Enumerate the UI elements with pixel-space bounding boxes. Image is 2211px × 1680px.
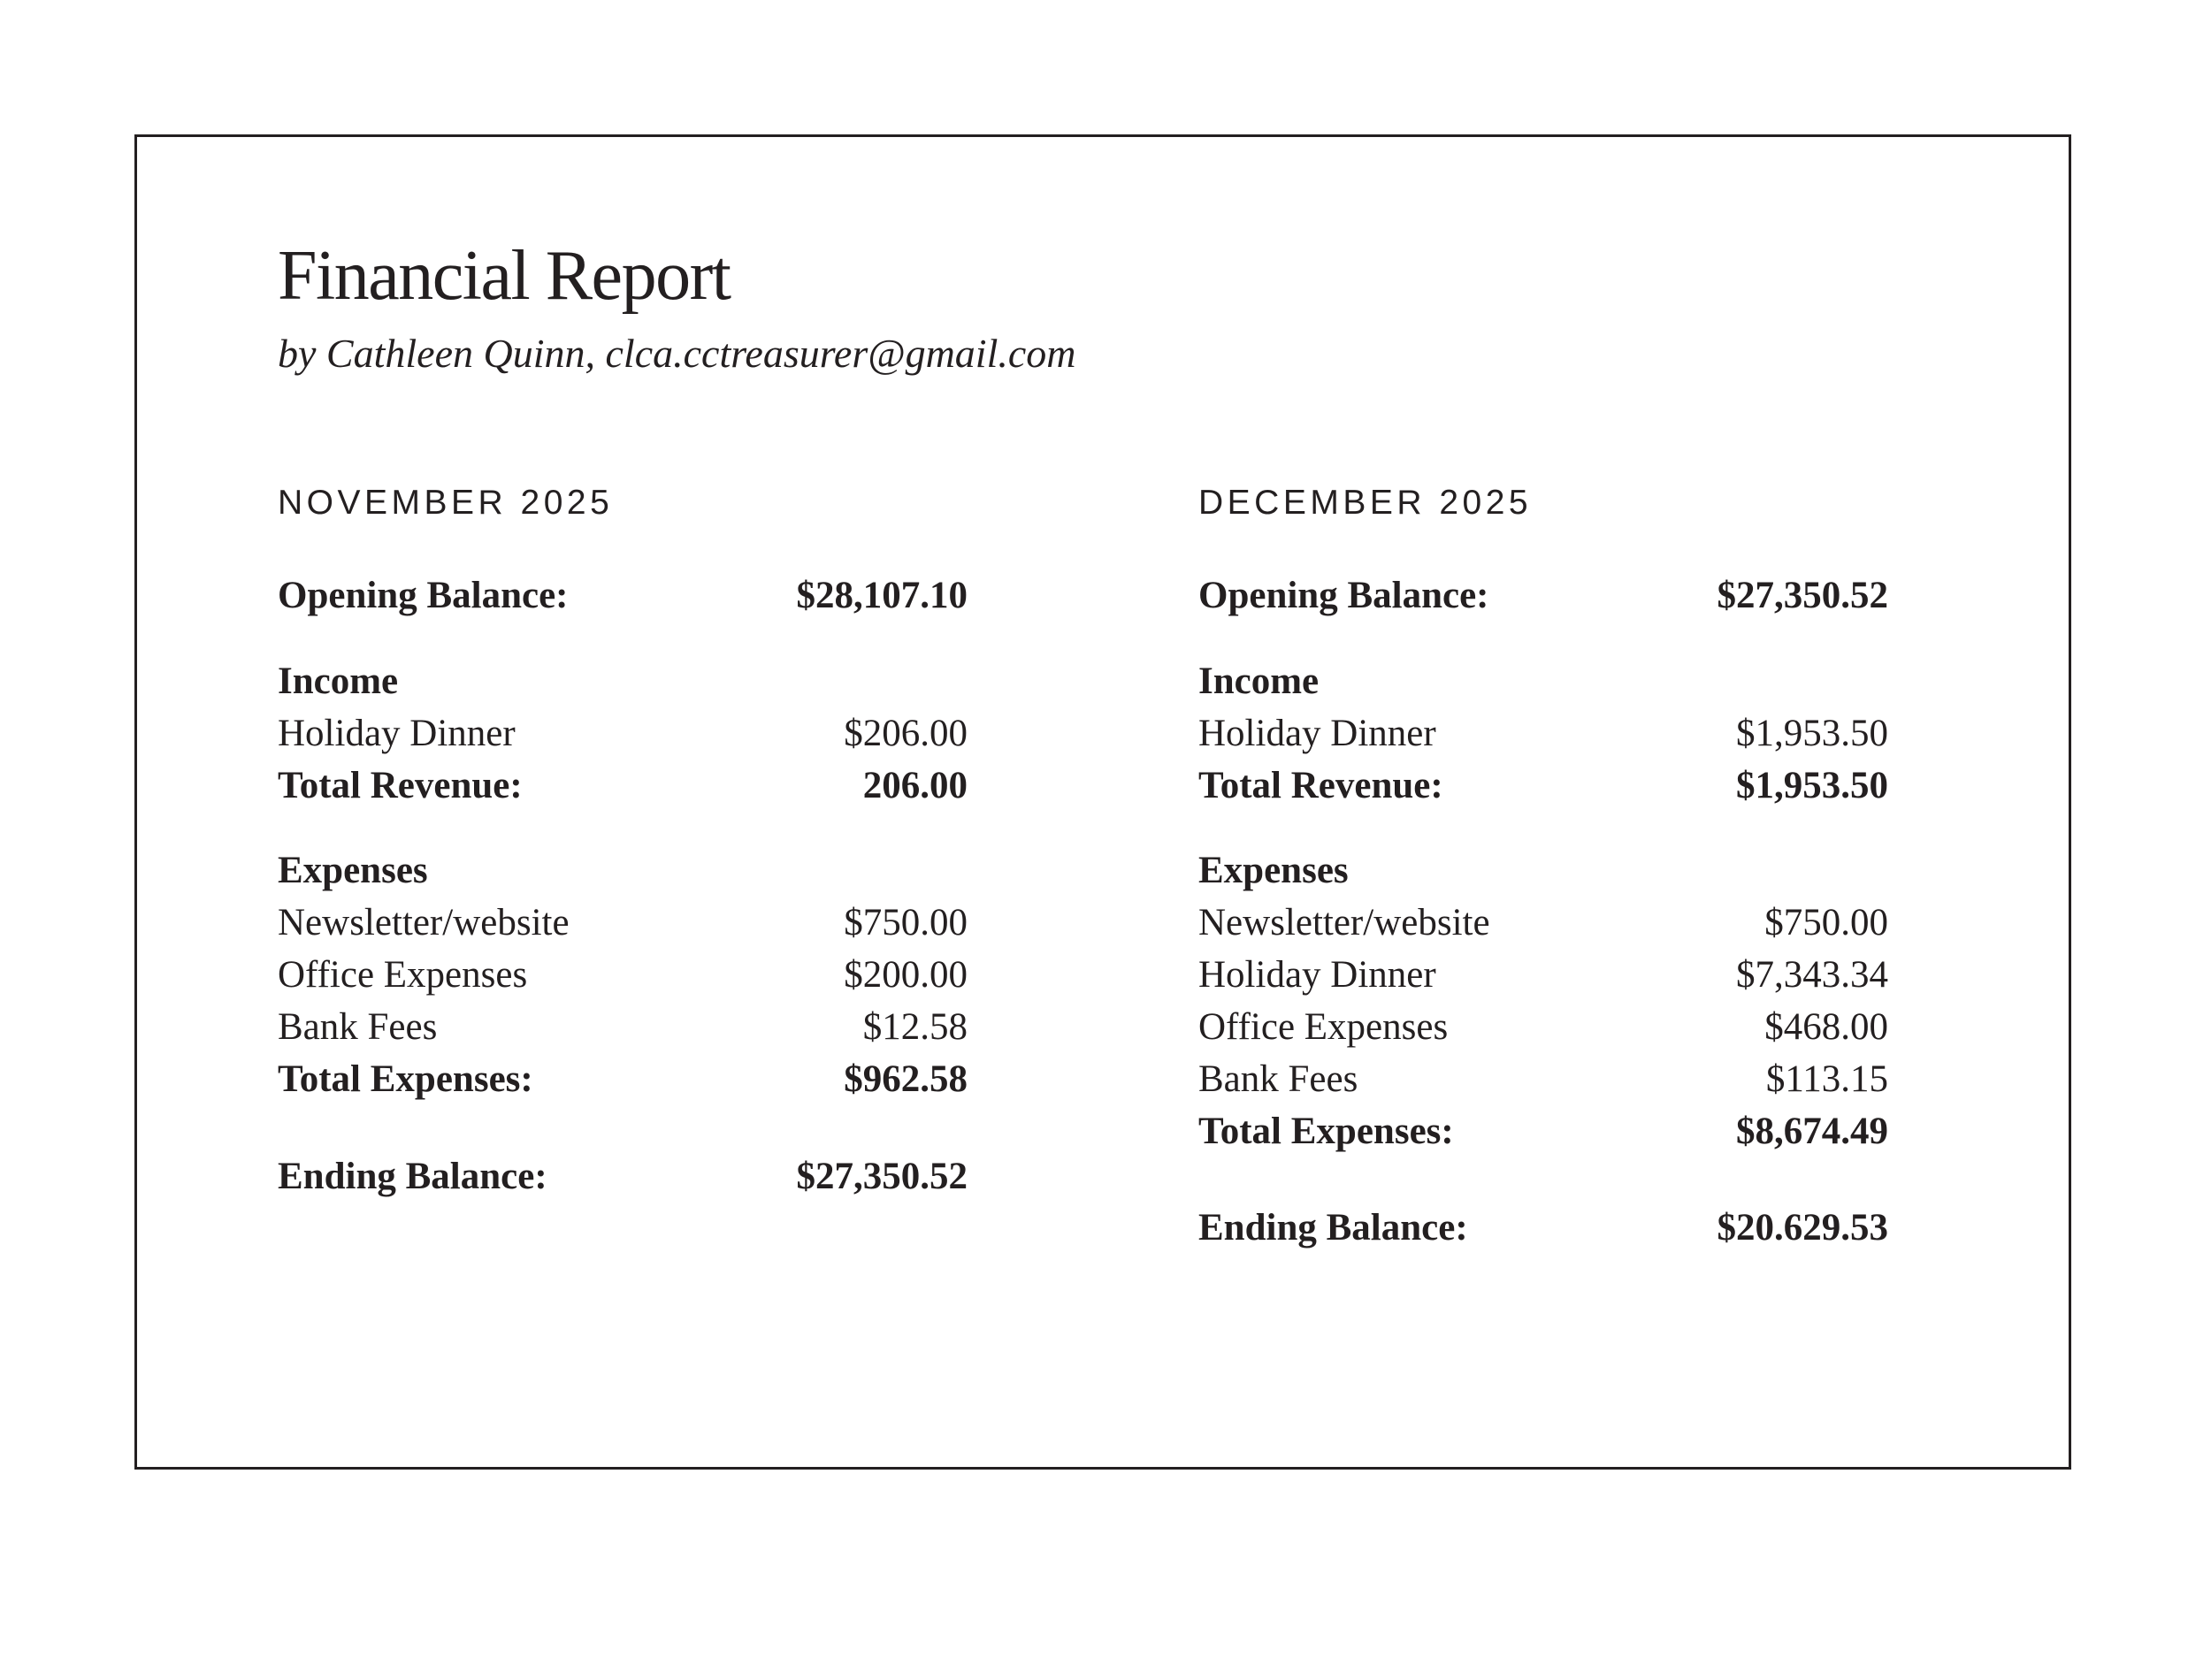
total-revenue-row — [1198, 760, 1888, 812]
ending-balance-value: $20.629.53 — [1717, 1207, 1888, 1249]
ending-balance-row — [1198, 1202, 1888, 1254]
expense-item-value: $12.58 — [862, 1006, 968, 1048]
expense-item-row — [1198, 1053, 1888, 1105]
expense-item-value: $468.00 — [1764, 1006, 1888, 1048]
expense-item-value: $113.15 — [1765, 1058, 1888, 1100]
income-item-row — [1198, 707, 1888, 760]
report-title: Financial Report — [278, 237, 731, 315]
income-item-label: Holiday Dinner — [1198, 713, 1436, 754]
expenses-heading: Expenses — [278, 850, 428, 891]
expense-item-label: Newsletter/website — [1198, 902, 1490, 943]
month-heading: DECEMBER 2025 — [1198, 484, 1533, 522]
expense-item-row — [1198, 949, 1888, 1001]
month-heading: NOVEMBER 2025 — [278, 484, 614, 522]
opening-balance-value: $27,350.52 — [1717, 575, 1888, 616]
income-item-row — [278, 707, 968, 760]
expenses-heading-row — [1198, 844, 1888, 897]
expense-item-row — [278, 1001, 968, 1053]
expense-item-row — [278, 897, 968, 949]
opening-balance-row — [278, 569, 968, 622]
ending-balance-label: Ending Balance: — [1198, 1207, 1468, 1249]
income-heading: Income — [278, 661, 399, 702]
expense-item-value: $7,343.34 — [1736, 954, 1888, 996]
income-heading: Income — [1198, 661, 1320, 702]
opening-balance-label: Opening Balance: — [278, 575, 569, 616]
ending-balance-row — [278, 1150, 968, 1203]
total-revenue-value: $1,953.50 — [1736, 765, 1888, 806]
expense-item-row — [1198, 1001, 1888, 1053]
opening-balance-row — [1198, 569, 1888, 622]
expense-item-value: $200.00 — [844, 954, 968, 996]
total-revenue-label: Total Revenue: — [278, 765, 523, 806]
total-revenue-label: Total Revenue: — [1198, 765, 1443, 806]
total-expenses-value: $8,674.49 — [1736, 1111, 1888, 1152]
total-revenue-row — [278, 760, 968, 812]
report-byline: by Cathleen Quinn, clca.cctreasurer@gmail.com — [278, 331, 1076, 376]
ending-balance-label: Ending Balance: — [278, 1156, 547, 1197]
income-item-value: $206.00 — [844, 713, 968, 754]
total-expenses-label: Total Expenses: — [1198, 1111, 1454, 1152]
expense-item-label: Office Expenses — [1198, 1006, 1449, 1048]
expense-item-label: Holiday Dinner — [1198, 954, 1436, 996]
december-column — [1198, 482, 1888, 1254]
expense-item-label: Newsletter/website — [278, 902, 570, 943]
income-item-label: Holiday Dinner — [278, 713, 516, 754]
total-expenses-row — [278, 1053, 968, 1105]
expense-item-label: Bank Fees — [278, 1006, 438, 1048]
expenses-heading: Expenses — [1198, 850, 1349, 891]
november-column — [278, 482, 968, 1203]
opening-balance-value: $28,107.10 — [796, 575, 968, 616]
ending-balance-value: $27,350.52 — [796, 1156, 968, 1197]
expense-item-label: Bank Fees — [1198, 1058, 1358, 1100]
total-revenue-value: 206.00 — [862, 765, 968, 806]
income-item-value: $1,953.50 — [1736, 713, 1888, 754]
expense-item-row — [278, 949, 968, 1001]
total-expenses-label: Total Expenses: — [278, 1058, 533, 1100]
total-expenses-row — [1198, 1105, 1888, 1157]
opening-balance-label: Opening Balance: — [1198, 575, 1489, 616]
expense-item-label: Office Expenses — [278, 954, 528, 996]
expense-item-value: $750.00 — [1764, 902, 1888, 943]
expense-item-value: $750.00 — [844, 902, 968, 943]
expenses-heading-row — [278, 844, 968, 897]
total-expenses-value: $962.58 — [844, 1058, 968, 1100]
income-heading-row — [278, 655, 968, 707]
income-heading-row — [1198, 655, 1888, 707]
expense-item-row — [1198, 897, 1888, 949]
